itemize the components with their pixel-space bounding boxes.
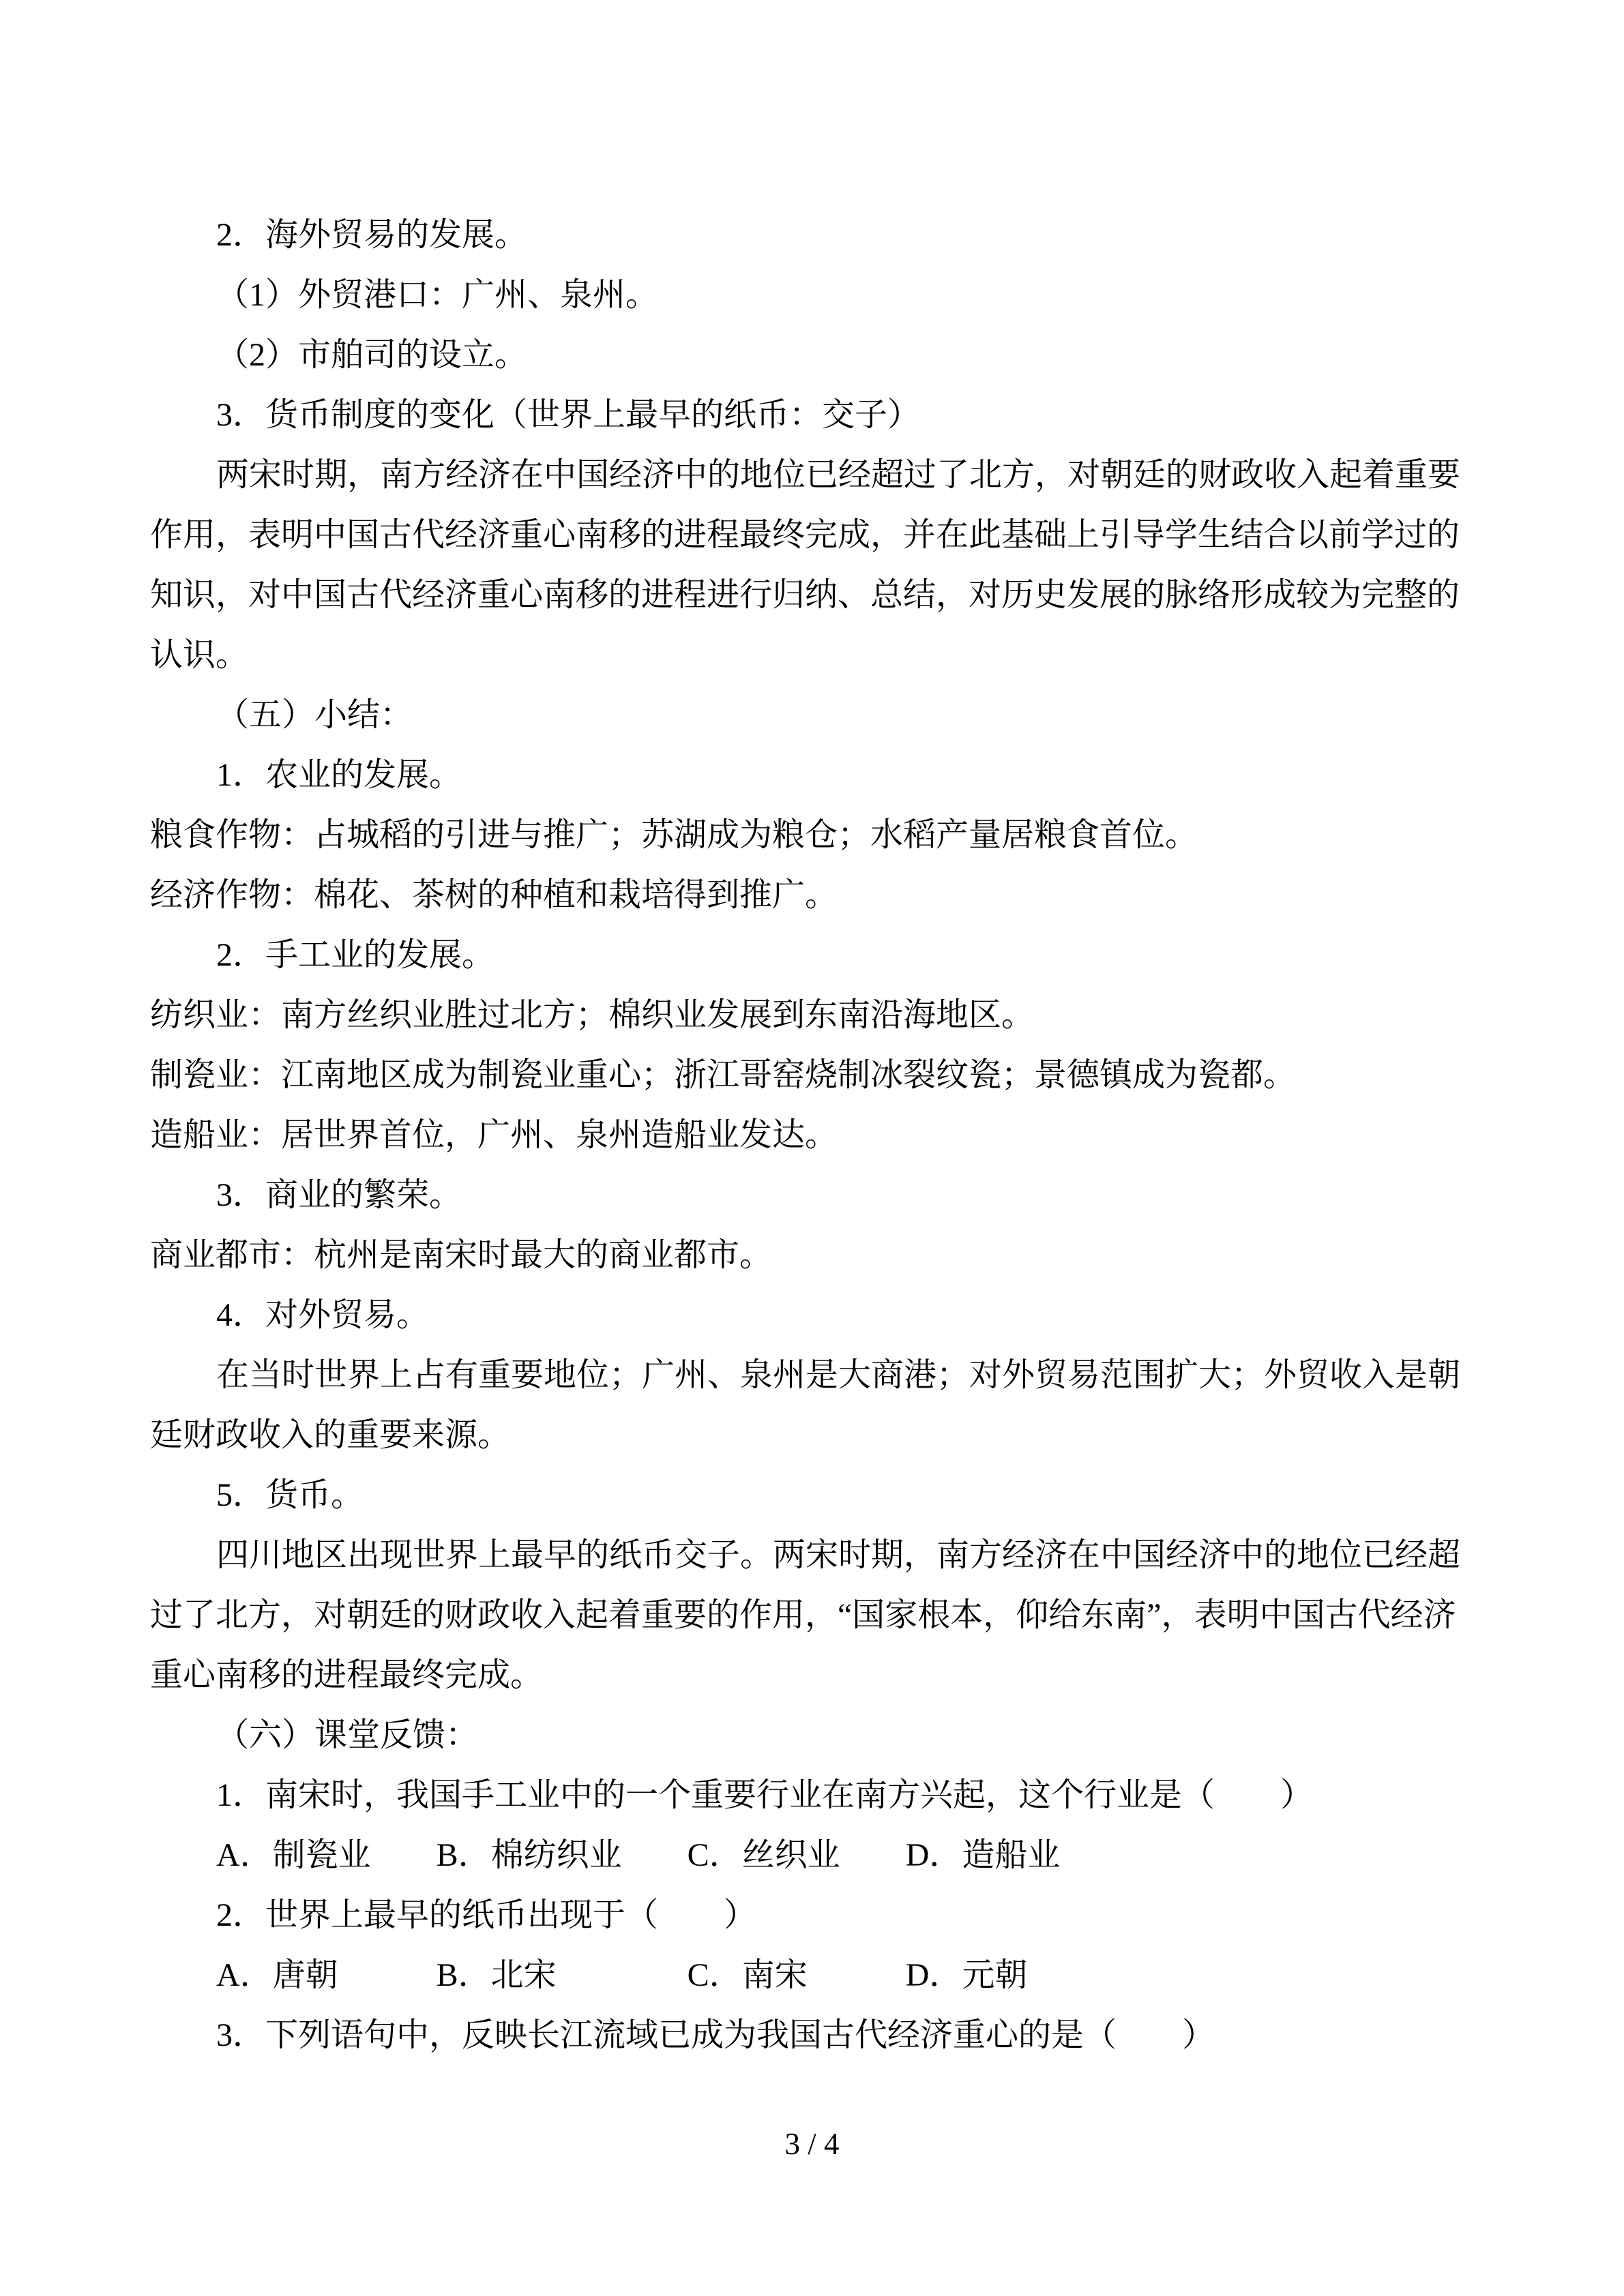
text-line: 纺织业：南方丝织业胜过北方；棉织业发展到东南沿海地区。 (150, 997, 1035, 1033)
text-line: （1）外贸港口：广州、泉州。 (216, 277, 659, 313)
text-line: 2．手工业的发展。 (216, 937, 495, 973)
text-line: 廷财政收入的重要来源。 (150, 1417, 511, 1453)
text-line: 制瓷业：江南地区成为制瓷业重心；浙江哥窑烧制冰裂纹瓷；景德镇成为瓷都。 (150, 1057, 1297, 1093)
page-number: 3 / 4 (784, 2127, 840, 2161)
text-line: 两宋时期，南方经济在中国经济中的地位已经超过了北方，对朝廷的财政收入起着重要 (216, 457, 1461, 493)
text-line: A．唐朝 B．北宋 C．南宋 D．元朝 (216, 1957, 1028, 1993)
text-line: 四川地区出现世界上最早的纸币交子。两宋时期，南方经济在中国经济中的地位已经超 (216, 1537, 1461, 1573)
text-line: 造船业：居世界首位，广州、泉州造船业发达。 (150, 1117, 838, 1153)
text-line: 2．海外贸易的发展。 (216, 217, 528, 253)
text-line: 1．南宋时，我国手工业中的一个重要行业在南方兴起，这个行业是（ ） (216, 1777, 1314, 1813)
text-line: 5．货币。 (216, 1477, 364, 1513)
text-line: 重心南移的进程最终完成。 (150, 1657, 544, 1693)
text-line: 作用，表明中国古代经济重心南移的进程最终完成，并在此基础上引导学生结合以前学过的 (150, 517, 1460, 553)
text-line: 4．对外贸易。 (216, 1297, 430, 1333)
text-line: 1．农业的发展。 (216, 757, 462, 793)
text-line: 3．商业的繁荣。 (216, 1177, 462, 1213)
text-line: 2．世界上最早的纸币出现于（ ） (216, 1897, 757, 1933)
text-line: 3．货币制度的变化（世界上最早的纸币：交子） (216, 397, 921, 433)
text-line: （五）小结： (216, 697, 413, 733)
text-line: 过了北方，对朝廷的财政收入起着重要的作用，“国家根本，仰给东南”，表明中国古代经济 (150, 1597, 1456, 1633)
text-line: 在当时世界上占有重要地位；广州、泉州是大商港；对外贸易范围扩大；外贸收入是朝 (216, 1357, 1461, 1393)
text-line: （2）市舶司的设立。 (216, 337, 528, 373)
text-line: 知识，对中国古代经济重心南移的进程进行归纳、总结，对历史发展的脉络形成较为完整的 (150, 577, 1460, 613)
text-line: （六）课堂反馈： (216, 1717, 479, 1753)
text-line: 粮食作物：占城稻的引进与推广；苏湖成为粮仓；水稻产量居粮食首位。 (150, 817, 1198, 853)
text-line: 经济作物：棉花、茶树的种植和栽培得到推广。 (150, 877, 838, 913)
text-line: 商业都市：杭州是南宋时最大的商业都市。 (150, 1237, 773, 1273)
text-line: 认识。 (150, 637, 249, 673)
text-line: 3．下列语句中，反映长江流域已成为我国古代经济重心的是（ ） (216, 2017, 1215, 2053)
document-body (150, 205, 1480, 2066)
text-line: A．制瓷业 B．棉纺织业 C．丝织业 D．造船业 (216, 1837, 1061, 1873)
